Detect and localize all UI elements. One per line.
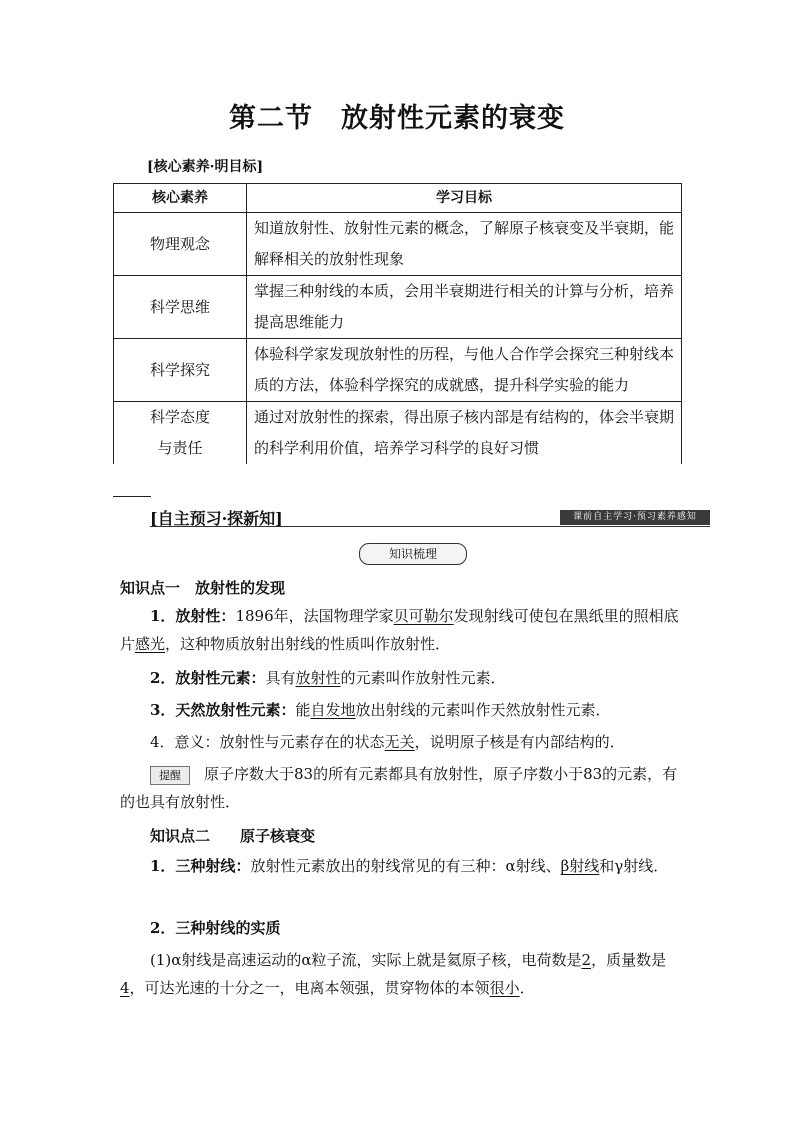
table-cell-literacy bbox=[114, 402, 247, 465]
kp2-item-1: 1．三种射线：放射性元素放出的射线常见的有三种：α射线、β射线和γ射线． bbox=[150, 857, 669, 875]
title-section-number: 第二节 bbox=[229, 103, 313, 134]
kp1-item-3: 3．天然放射性元素：能自发地放出射线的元素叫作天然放射性元素． bbox=[150, 701, 611, 719]
table-header-row bbox=[114, 184, 682, 213]
kp1-item-2: 2．放射性元素：具有放射性的元素叫作放射性元素． bbox=[150, 669, 506, 687]
section-rule bbox=[150, 526, 710, 527]
table-cell-literacy: 科学探究 bbox=[114, 339, 247, 402]
table-header-cell: 核心素养 bbox=[114, 184, 247, 213]
table-cell-goal: 知道放射性、放射性元素的概念，了解原子核衰变及半衰期，能解释相关的放射性现象 bbox=[247, 213, 682, 276]
title-text: 放射性元素的衰变 bbox=[341, 103, 565, 134]
kp1-tip: 提醒 原子序数大于83的所有元素都具有放射性，原子序数小于83的元素，有的也具有放射性． bbox=[120, 765, 678, 811]
table-row bbox=[114, 402, 682, 465]
table-cell-goal: 掌握三种射线的本质，会用半衰期进行相关的计算与分析，培养提高思维能力 bbox=[247, 276, 682, 339]
kp1-item-4: 4．意义：放射性与元素存在的状态无关，说明原子核是有内部结构的． bbox=[150, 733, 625, 751]
core-literacy-table bbox=[113, 183, 682, 464]
kp1-item-1: 1．放射性：1896年，法国物理学家贝可勒尔发现射线可使包在黑纸里的照相底片感光，这种物质放射出射线的性质叫作放射性． bbox=[120, 607, 679, 653]
table-row bbox=[114, 213, 682, 276]
knowledge-pill: 知识梳理 bbox=[359, 543, 467, 565]
table-bottom-rule bbox=[113, 496, 151, 497]
literacy-line: 科学态度 bbox=[149, 408, 210, 426]
table-cell-goal: 通过对放射性的探索，得出原子核内部是有结构的，体会半衰期的科学利用价值，培养学习科学的良好习惯 bbox=[247, 402, 682, 465]
table-row bbox=[114, 339, 682, 402]
kp1-heading: 知识点一 放射性的发现 bbox=[120, 579, 286, 597]
kp2-item-3: (1)α射线是高速运动的α粒子流，实际上就是氦原子核，电荷数是2，质量数是4，可达光速的十分之一，电离本领强，贯穿物体的本领很小． bbox=[120, 951, 667, 997]
table-header-cell: 学习目标 bbox=[247, 184, 682, 213]
literacy-line: 与责任 bbox=[157, 439, 203, 457]
kp2-item-2: 2．三种射线的实质 bbox=[150, 919, 281, 937]
table-cell-literacy: 物理观念 bbox=[114, 213, 247, 276]
table-label: [核心素养·明目标] bbox=[147, 159, 264, 175]
section-heading: [自主预习·探新知] bbox=[150, 509, 283, 528]
table-cell-literacy: 科学思维 bbox=[114, 276, 247, 339]
tip-badge: 提醒 bbox=[150, 766, 190, 785]
table-row bbox=[114, 276, 682, 339]
table-cell-goal: 体验科学家发现放射性的历程，与他人合作学会探究三种射线本质的方法，体验科学探究的成就感，提升科学实验的能力 bbox=[247, 339, 682, 402]
kp2-heading: 知识点二 原子核衰变 bbox=[150, 827, 316, 845]
page-title bbox=[0, 96, 794, 135]
section-tag: 课前自主学习·预习素养感知 bbox=[560, 510, 710, 525]
